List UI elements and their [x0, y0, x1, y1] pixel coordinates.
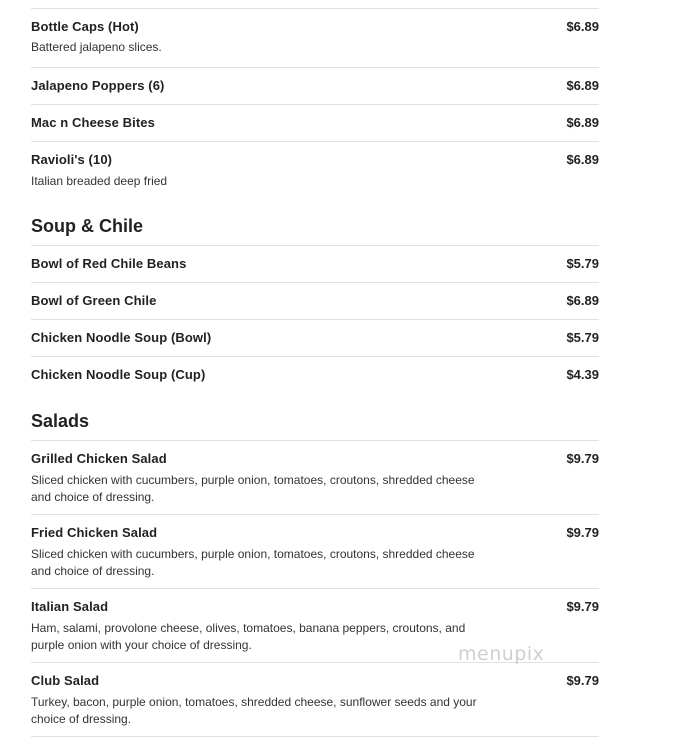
item-description: Italian breaded deep fried: [31, 174, 168, 188]
item-name: Bottle Caps (Hot): [31, 19, 139, 34]
item-price: $6.89: [566, 115, 599, 130]
item-price: $9.79: [566, 451, 599, 466]
item-price: $9.79: [566, 673, 599, 688]
item-price: $6.89: [566, 19, 599, 34]
item-name: Club Salad: [31, 673, 100, 688]
menu-item-fried-chicken-salad: [31, 515, 599, 588]
item-name: Bowl of Green Chile: [31, 293, 157, 308]
item-name: Mac n Cheese Bites: [31, 115, 155, 130]
menu-item-mac-n-cheese-bites: [31, 105, 599, 141]
item-name: Bowl of Red Chile Beans: [31, 256, 187, 271]
item-price: $4.39: [566, 367, 599, 382]
item-description: Sliced chicken with cucumbers, purple onion, tomatoes, croutons, shredded cheese and choice of dressing.: [31, 473, 475, 504]
item-name: Grilled Chicken Salad: [31, 451, 167, 466]
item-price: $5.79: [566, 256, 599, 271]
menu-item-club-salad: [31, 663, 599, 736]
menu-item-raviolis: [31, 142, 599, 212]
item-name: Italian Salad: [31, 599, 109, 614]
item-name: Ravioli's (10): [31, 152, 113, 167]
item-description: Ham, salami, provolone cheese, olives, tomatoes, banana peppers, croutons, and purple onion with your choice of dressing.: [31, 621, 466, 652]
item-price: $6.89: [566, 293, 599, 308]
item-name: Chicken Noodle Soup (Bowl): [31, 330, 212, 345]
item-description: Battered jalapeno slices.: [31, 40, 162, 54]
item-description: Turkey, bacon, purple onion, tomatoes, shredded cheese, sunflower seeds and your choice of dressing.: [31, 695, 477, 726]
item-price: $9.79: [566, 599, 599, 614]
menu-item-chicken-noodle-bowl: [31, 320, 599, 356]
item-price: $9.79: [566, 525, 599, 540]
item-name: Fried Chicken Salad: [31, 525, 158, 540]
menu-item-green-chile: [31, 283, 599, 319]
menu-item-grilled-chicken-salad: [31, 441, 599, 514]
item-price: $6.89: [566, 78, 599, 93]
item-name: Chicken Noodle Soup (Cup): [31, 367, 206, 382]
menu-list: [31, 0, 599, 737]
menu-item-bottle-caps: [31, 9, 599, 67]
menu-item-red-chile-beans: [31, 246, 599, 282]
item-description: Sliced chicken with cucumbers, purple onion, tomatoes, croutons, shredded cheese and choice of dressing.: [31, 547, 475, 578]
menu-item-jalapeno-poppers: [31, 68, 599, 104]
section-title-soup-chile: Soup & Chile: [31, 216, 143, 236]
section-title-salads: Salads: [31, 411, 90, 431]
watermark-logo: menupix: [458, 643, 545, 665]
item-price: $6.89: [566, 152, 599, 167]
item-name: Jalapeno Poppers (6): [31, 78, 165, 93]
item-price: $5.79: [566, 330, 599, 345]
menu-item-chicken-noodle-cup: [31, 357, 599, 407]
